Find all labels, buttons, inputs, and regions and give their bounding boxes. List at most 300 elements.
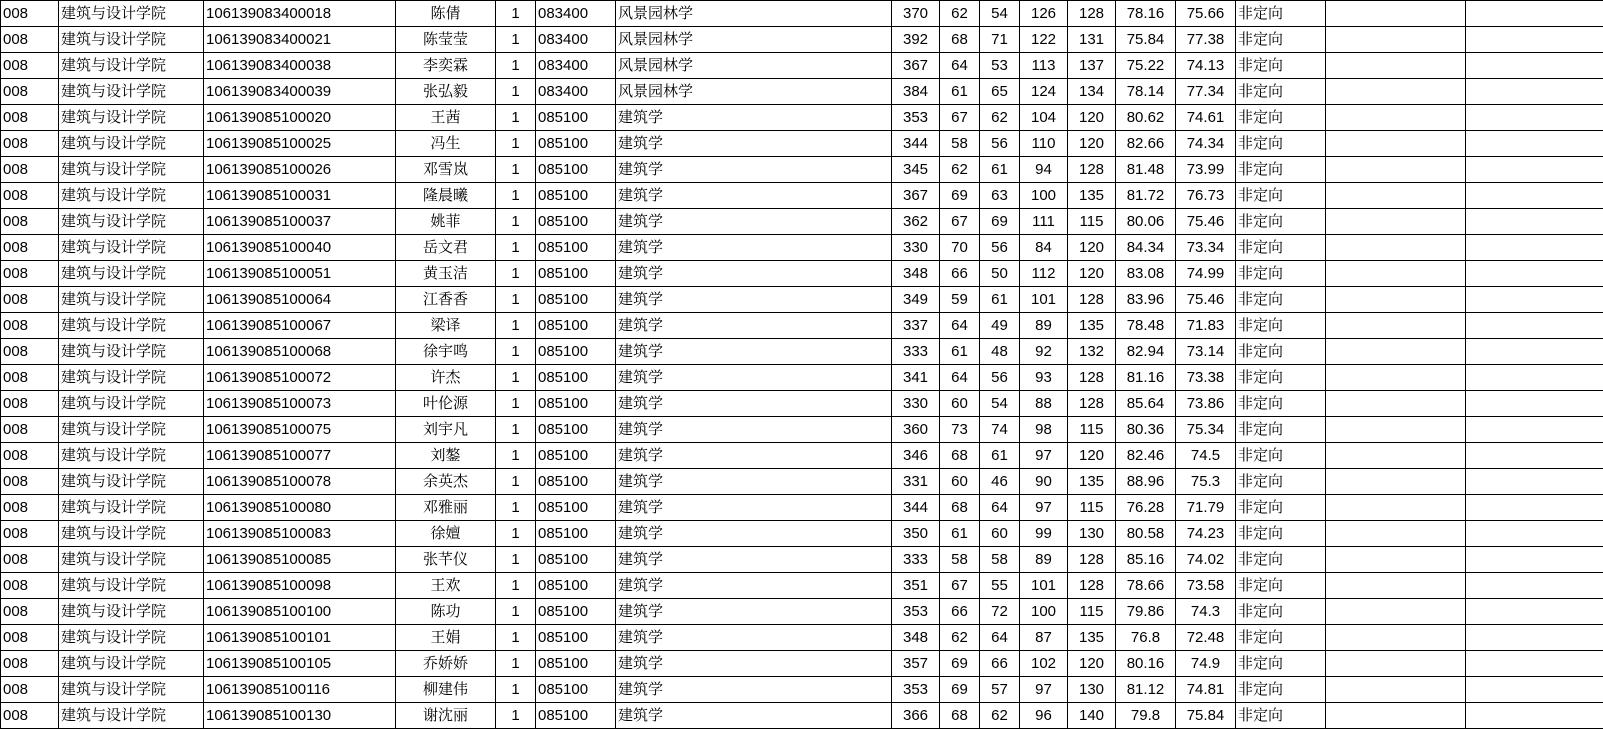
cell-major_name[interactable]: 建筑学 (616, 625, 892, 651)
cell-subject3[interactable]: 97 (1020, 677, 1068, 703)
cell-student_name[interactable]: 谢沈丽 (396, 703, 496, 729)
cell-study_type[interactable]: 非定向 (1236, 105, 1326, 131)
cell-college_name[interactable]: 建筑与设计学院 (59, 235, 204, 261)
cell-major_code[interactable]: 085100 (536, 365, 616, 391)
cell-study_type[interactable]: 非定向 (1236, 495, 1326, 521)
cell-subject2[interactable]: 58 (980, 547, 1020, 573)
cell-subject3[interactable]: 90 (1020, 469, 1068, 495)
cell-subject3[interactable]: 92 (1020, 339, 1068, 365)
table-row[interactable] (1, 1, 1603, 27)
cell-blank1[interactable] (1326, 365, 1466, 391)
cell-blank2[interactable] (1466, 495, 1603, 521)
cell-subject4[interactable]: 120 (1068, 443, 1116, 469)
cell-rank[interactable]: 1 (496, 469, 536, 495)
cell-study_type[interactable]: 非定向 (1236, 157, 1326, 183)
cell-total_score[interactable]: 337 (892, 313, 940, 339)
cell-rank[interactable]: 1 (496, 365, 536, 391)
cell-total_score[interactable]: 353 (892, 599, 940, 625)
cell-score_a[interactable]: 81.48 (1116, 157, 1176, 183)
cell-study_type[interactable]: 非定向 (1236, 625, 1326, 651)
cell-subject4[interactable]: 135 (1068, 625, 1116, 651)
cell-score_a[interactable]: 82.94 (1116, 339, 1176, 365)
cell-blank2[interactable] (1466, 469, 1603, 495)
cell-college_name[interactable]: 建筑与设计学院 (59, 53, 204, 79)
table-row[interactable] (1, 261, 1603, 287)
cell-exam_id[interactable]: 106139085100083 (204, 521, 396, 547)
cell-major_name[interactable]: 建筑学 (616, 157, 892, 183)
cell-student_name[interactable]: 陈功 (396, 599, 496, 625)
cell-college_code[interactable]: 008 (1, 27, 59, 53)
cell-subject4[interactable]: 128 (1068, 1, 1116, 27)
cell-subject4[interactable]: 120 (1068, 651, 1116, 677)
cell-study_type[interactable]: 非定向 (1236, 391, 1326, 417)
cell-rank[interactable]: 1 (496, 27, 536, 53)
cell-subject1[interactable]: 58 (940, 131, 980, 157)
cell-blank1[interactable] (1326, 313, 1466, 339)
cell-major_code[interactable]: 085100 (536, 313, 616, 339)
cell-blank1[interactable] (1326, 339, 1466, 365)
cell-total_score[interactable]: 330 (892, 391, 940, 417)
cell-subject4[interactable]: 120 (1068, 131, 1116, 157)
cell-college_name[interactable]: 建筑与设计学院 (59, 27, 204, 53)
cell-score_b[interactable]: 71.79 (1176, 495, 1236, 521)
cell-subject1[interactable]: 61 (940, 79, 980, 105)
cell-score_b[interactable]: 76.73 (1176, 183, 1236, 209)
cell-subject1[interactable]: 68 (940, 27, 980, 53)
cell-subject1[interactable]: 70 (940, 235, 980, 261)
cell-score_b[interactable]: 74.13 (1176, 53, 1236, 79)
cell-study_type[interactable]: 非定向 (1236, 131, 1326, 157)
cell-major_code[interactable]: 085100 (536, 209, 616, 235)
cell-college_code[interactable]: 008 (1, 183, 59, 209)
cell-major_name[interactable]: 建筑学 (616, 183, 892, 209)
cell-blank2[interactable] (1466, 339, 1603, 365)
cell-total_score[interactable]: 346 (892, 443, 940, 469)
cell-score_a[interactable]: 79.86 (1116, 599, 1176, 625)
cell-rank[interactable]: 1 (496, 287, 536, 313)
cell-subject3[interactable]: 97 (1020, 495, 1068, 521)
table-row[interactable] (1, 365, 1603, 391)
cell-student_name[interactable]: 张弘毅 (396, 79, 496, 105)
cell-rank[interactable]: 1 (496, 521, 536, 547)
cell-subject2[interactable]: 46 (980, 469, 1020, 495)
cell-college_code[interactable]: 008 (1, 651, 59, 677)
cell-subject2[interactable]: 50 (980, 261, 1020, 287)
cell-subject1[interactable]: 73 (940, 417, 980, 443)
cell-subject3[interactable]: 102 (1020, 651, 1068, 677)
cell-blank2[interactable] (1466, 157, 1603, 183)
cell-total_score[interactable]: 344 (892, 131, 940, 157)
cell-major_code[interactable]: 085100 (536, 417, 616, 443)
cell-college_code[interactable]: 008 (1, 625, 59, 651)
cell-rank[interactable]: 1 (496, 677, 536, 703)
cell-blank1[interactable] (1326, 547, 1466, 573)
cell-blank2[interactable] (1466, 261, 1603, 287)
cell-major_code[interactable]: 085100 (536, 105, 616, 131)
cell-blank2[interactable] (1466, 209, 1603, 235)
cell-exam_id[interactable]: 106139085100040 (204, 235, 396, 261)
cell-college_code[interactable]: 008 (1, 677, 59, 703)
cell-subject1[interactable]: 58 (940, 547, 980, 573)
cell-college_name[interactable]: 建筑与设计学院 (59, 131, 204, 157)
cell-study_type[interactable]: 非定向 (1236, 469, 1326, 495)
cell-exam_id[interactable]: 106139085100078 (204, 469, 396, 495)
cell-major_code[interactable]: 085100 (536, 495, 616, 521)
cell-subject3[interactable]: 93 (1020, 365, 1068, 391)
cell-college_name[interactable]: 建筑与设计学院 (59, 625, 204, 651)
cell-student_name[interactable]: 陈莹莹 (396, 27, 496, 53)
cell-subject4[interactable]: 131 (1068, 27, 1116, 53)
cell-college_code[interactable]: 008 (1, 105, 59, 131)
table-row[interactable] (1, 209, 1603, 235)
cell-blank2[interactable] (1466, 547, 1603, 573)
cell-blank2[interactable] (1466, 703, 1603, 729)
cell-subject3[interactable]: 104 (1020, 105, 1068, 131)
cell-major_code[interactable]: 085100 (536, 339, 616, 365)
cell-blank1[interactable] (1326, 79, 1466, 105)
cell-subject1[interactable]: 61 (940, 339, 980, 365)
cell-student_name[interactable]: 许杰 (396, 365, 496, 391)
cell-college_code[interactable]: 008 (1, 313, 59, 339)
cell-major_name[interactable]: 建筑学 (616, 495, 892, 521)
cell-exam_id[interactable]: 106139085100101 (204, 625, 396, 651)
cell-blank1[interactable] (1326, 27, 1466, 53)
cell-major_name[interactable]: 建筑学 (616, 391, 892, 417)
cell-major_name[interactable]: 建筑学 (616, 651, 892, 677)
table-row[interactable] (1, 625, 1603, 651)
cell-subject4[interactable]: 115 (1068, 417, 1116, 443)
cell-exam_id[interactable]: 106139085100026 (204, 157, 396, 183)
cell-major_code[interactable]: 085100 (536, 703, 616, 729)
cell-subject2[interactable]: 53 (980, 53, 1020, 79)
cell-college_code[interactable]: 008 (1, 391, 59, 417)
cell-student_name[interactable]: 姚菲 (396, 209, 496, 235)
cell-college_code[interactable]: 008 (1, 703, 59, 729)
cell-student_name[interactable]: 刘宇凡 (396, 417, 496, 443)
cell-major_code[interactable]: 085100 (536, 469, 616, 495)
cell-score_a[interactable]: 82.66 (1116, 131, 1176, 157)
cell-exam_id[interactable]: 106139085100025 (204, 131, 396, 157)
cell-college_code[interactable]: 008 (1, 209, 59, 235)
cell-exam_id[interactable]: 106139083400038 (204, 53, 396, 79)
cell-exam_id[interactable]: 106139083400018 (204, 1, 396, 27)
cell-rank[interactable]: 1 (496, 651, 536, 677)
table-row[interactable] (1, 235, 1603, 261)
cell-student_name[interactable]: 陈倩 (396, 1, 496, 27)
cell-major_code[interactable]: 083400 (536, 27, 616, 53)
cell-total_score[interactable]: 351 (892, 573, 940, 599)
cell-subject2[interactable]: 64 (980, 625, 1020, 651)
cell-rank[interactable]: 1 (496, 235, 536, 261)
cell-subject3[interactable]: 101 (1020, 573, 1068, 599)
cell-rank[interactable]: 1 (496, 625, 536, 651)
cell-subject1[interactable]: 61 (940, 521, 980, 547)
cell-study_type[interactable]: 非定向 (1236, 183, 1326, 209)
table-row[interactable] (1, 391, 1603, 417)
cell-college_code[interactable]: 008 (1, 547, 59, 573)
cell-major_code[interactable]: 085100 (536, 521, 616, 547)
table-row[interactable] (1, 469, 1603, 495)
cell-subject1[interactable]: 66 (940, 261, 980, 287)
cell-subject2[interactable]: 61 (980, 157, 1020, 183)
cell-rank[interactable]: 1 (496, 599, 536, 625)
cell-subject4[interactable]: 128 (1068, 573, 1116, 599)
cell-major_name[interactable]: 建筑学 (616, 105, 892, 131)
cell-blank1[interactable] (1326, 417, 1466, 443)
cell-major_name[interactable]: 建筑学 (616, 235, 892, 261)
cell-rank[interactable]: 1 (496, 131, 536, 157)
cell-study_type[interactable]: 非定向 (1236, 703, 1326, 729)
cell-exam_id[interactable]: 106139085100067 (204, 313, 396, 339)
cell-major_name[interactable]: 建筑学 (616, 573, 892, 599)
cell-subject1[interactable]: 64 (940, 365, 980, 391)
cell-total_score[interactable]: 360 (892, 417, 940, 443)
cell-blank1[interactable] (1326, 105, 1466, 131)
cell-study_type[interactable]: 非定向 (1236, 287, 1326, 313)
cell-major_code[interactable]: 085100 (536, 391, 616, 417)
cell-rank[interactable]: 1 (496, 261, 536, 287)
cell-score_b[interactable]: 73.99 (1176, 157, 1236, 183)
cell-score_a[interactable]: 85.16 (1116, 547, 1176, 573)
cell-score_b[interactable]: 75.3 (1176, 469, 1236, 495)
cell-college_code[interactable]: 008 (1, 157, 59, 183)
cell-subject2[interactable]: 49 (980, 313, 1020, 339)
cell-score_b[interactable]: 73.14 (1176, 339, 1236, 365)
cell-subject4[interactable]: 115 (1068, 209, 1116, 235)
cell-subject4[interactable]: 130 (1068, 521, 1116, 547)
cell-total_score[interactable]: 341 (892, 365, 940, 391)
cell-subject3[interactable]: 101 (1020, 287, 1068, 313)
cell-subject2[interactable]: 62 (980, 105, 1020, 131)
cell-major_code[interactable]: 085100 (536, 547, 616, 573)
cell-subject1[interactable]: 62 (940, 157, 980, 183)
cell-subject1[interactable]: 62 (940, 625, 980, 651)
cell-blank2[interactable] (1466, 183, 1603, 209)
cell-score_a[interactable]: 75.84 (1116, 27, 1176, 53)
cell-score_a[interactable]: 76.8 (1116, 625, 1176, 651)
cell-study_type[interactable]: 非定向 (1236, 521, 1326, 547)
cell-subject4[interactable]: 135 (1068, 469, 1116, 495)
cell-blank2[interactable] (1466, 365, 1603, 391)
cell-student_name[interactable]: 乔娇娇 (396, 651, 496, 677)
cell-exam_id[interactable]: 106139085100130 (204, 703, 396, 729)
cell-subject1[interactable]: 67 (940, 573, 980, 599)
cell-score_a[interactable]: 80.06 (1116, 209, 1176, 235)
cell-major_name[interactable]: 建筑学 (616, 547, 892, 573)
cell-score_a[interactable]: 80.36 (1116, 417, 1176, 443)
cell-blank1[interactable] (1326, 625, 1466, 651)
cell-blank2[interactable] (1466, 79, 1603, 105)
cell-rank[interactable]: 1 (496, 495, 536, 521)
cell-major_code[interactable]: 085100 (536, 287, 616, 313)
cell-exam_id[interactable]: 106139085100085 (204, 547, 396, 573)
cell-blank1[interactable] (1326, 209, 1466, 235)
cell-subject2[interactable]: 72 (980, 599, 1020, 625)
cell-blank2[interactable] (1466, 391, 1603, 417)
cell-subject1[interactable]: 60 (940, 391, 980, 417)
cell-blank2[interactable] (1466, 53, 1603, 79)
cell-college_name[interactable]: 建筑与设计学院 (59, 703, 204, 729)
table-row[interactable] (1, 183, 1603, 209)
cell-subject1[interactable]: 68 (940, 703, 980, 729)
table-row[interactable] (1, 157, 1603, 183)
cell-college_name[interactable]: 建筑与设计学院 (59, 365, 204, 391)
cell-college_code[interactable]: 008 (1, 339, 59, 365)
cell-major_code[interactable]: 083400 (536, 53, 616, 79)
cell-student_name[interactable]: 徐嬗 (396, 521, 496, 547)
cell-score_b[interactable]: 73.34 (1176, 235, 1236, 261)
cell-score_b[interactable]: 72.48 (1176, 625, 1236, 651)
cell-college_code[interactable]: 008 (1, 417, 59, 443)
table-row[interactable] (1, 417, 1603, 443)
cell-rank[interactable]: 1 (496, 391, 536, 417)
cell-score_a[interactable]: 78.66 (1116, 573, 1176, 599)
cell-exam_id[interactable]: 106139085100116 (204, 677, 396, 703)
cell-subject4[interactable]: 128 (1068, 391, 1116, 417)
cell-subject2[interactable]: 56 (980, 365, 1020, 391)
cell-subject3[interactable]: 89 (1020, 313, 1068, 339)
cell-study_type[interactable]: 非定向 (1236, 651, 1326, 677)
cell-major_name[interactable]: 建筑学 (616, 521, 892, 547)
cell-subject2[interactable]: 66 (980, 651, 1020, 677)
cell-major_name[interactable]: 建筑学 (616, 703, 892, 729)
cell-score_a[interactable]: 84.34 (1116, 235, 1176, 261)
cell-exam_id[interactable]: 106139085100072 (204, 365, 396, 391)
cell-college_name[interactable]: 建筑与设计学院 (59, 651, 204, 677)
cell-major_name[interactable]: 建筑学 (616, 261, 892, 287)
cell-study_type[interactable]: 非定向 (1236, 599, 1326, 625)
cell-score_a[interactable]: 78.14 (1116, 79, 1176, 105)
cell-subject4[interactable]: 137 (1068, 53, 1116, 79)
cell-student_name[interactable]: 王茜 (396, 105, 496, 131)
cell-rank[interactable]: 1 (496, 417, 536, 443)
cell-major_code[interactable]: 085100 (536, 625, 616, 651)
cell-score_b[interactable]: 74.99 (1176, 261, 1236, 287)
cell-blank1[interactable] (1326, 677, 1466, 703)
cell-study_type[interactable]: 非定向 (1236, 261, 1326, 287)
cell-exam_id[interactable]: 106139085100020 (204, 105, 396, 131)
cell-college_name[interactable]: 建筑与设计学院 (59, 183, 204, 209)
cell-major_code[interactable]: 085100 (536, 235, 616, 261)
cell-student_name[interactable]: 柳建伟 (396, 677, 496, 703)
cell-major_code[interactable]: 085100 (536, 443, 616, 469)
cell-college_name[interactable]: 建筑与设计学院 (59, 677, 204, 703)
cell-major_name[interactable]: 建筑学 (616, 417, 892, 443)
cell-major_name[interactable]: 建筑学 (616, 339, 892, 365)
cell-exam_id[interactable]: 106139085100105 (204, 651, 396, 677)
cell-score_a[interactable]: 80.58 (1116, 521, 1176, 547)
cell-student_name[interactable]: 邓雅丽 (396, 495, 496, 521)
cell-rank[interactable]: 1 (496, 339, 536, 365)
cell-college_code[interactable]: 008 (1, 573, 59, 599)
cell-rank[interactable]: 1 (496, 183, 536, 209)
cell-score_b[interactable]: 74.34 (1176, 131, 1236, 157)
table-row[interactable] (1, 131, 1603, 157)
cell-subject1[interactable]: 67 (940, 105, 980, 131)
cell-blank1[interactable] (1326, 443, 1466, 469)
table-row[interactable] (1, 599, 1603, 625)
cell-college_code[interactable]: 008 (1, 53, 59, 79)
cell-college_name[interactable]: 建筑与设计学院 (59, 417, 204, 443)
cell-major_name[interactable]: 建筑学 (616, 677, 892, 703)
cell-student_name[interactable]: 余英杰 (396, 469, 496, 495)
cell-subject4[interactable]: 120 (1068, 261, 1116, 287)
cell-subject3[interactable]: 111 (1020, 209, 1068, 235)
cell-score_b[interactable]: 75.84 (1176, 703, 1236, 729)
cell-blank2[interactable] (1466, 417, 1603, 443)
cell-blank2[interactable] (1466, 1, 1603, 27)
cell-total_score[interactable]: 333 (892, 547, 940, 573)
cell-subject2[interactable]: 55 (980, 573, 1020, 599)
cell-rank[interactable]: 1 (496, 53, 536, 79)
cell-score_b[interactable]: 75.46 (1176, 287, 1236, 313)
cell-exam_id[interactable]: 106139085100100 (204, 599, 396, 625)
cell-score_a[interactable]: 83.96 (1116, 287, 1176, 313)
cell-rank[interactable]: 1 (496, 573, 536, 599)
cell-subject3[interactable]: 100 (1020, 183, 1068, 209)
cell-major_name[interactable]: 风景园林学 (616, 27, 892, 53)
cell-blank1[interactable] (1326, 183, 1466, 209)
cell-subject2[interactable]: 56 (980, 235, 1020, 261)
cell-subject4[interactable]: 134 (1068, 79, 1116, 105)
cell-subject4[interactable]: 135 (1068, 183, 1116, 209)
cell-study_type[interactable]: 非定向 (1236, 677, 1326, 703)
cell-subject4[interactable]: 140 (1068, 703, 1116, 729)
cell-total_score[interactable]: 392 (892, 27, 940, 53)
table-row[interactable] (1, 79, 1603, 105)
cell-rank[interactable]: 1 (496, 703, 536, 729)
cell-total_score[interactable]: 366 (892, 703, 940, 729)
cell-blank2[interactable] (1466, 131, 1603, 157)
cell-student_name[interactable]: 张芊仪 (396, 547, 496, 573)
cell-blank1[interactable] (1326, 573, 1466, 599)
cell-major_name[interactable]: 风景园林学 (616, 1, 892, 27)
cell-subject3[interactable]: 122 (1020, 27, 1068, 53)
cell-rank[interactable]: 1 (496, 547, 536, 573)
cell-score_a[interactable]: 80.62 (1116, 105, 1176, 131)
cell-subject2[interactable]: 54 (980, 1, 1020, 27)
table-row[interactable] (1, 443, 1603, 469)
cell-subject1[interactable]: 69 (940, 651, 980, 677)
table-row[interactable] (1, 547, 1603, 573)
cell-college_name[interactable]: 建筑与设计学院 (59, 313, 204, 339)
cell-exam_id[interactable]: 106139085100068 (204, 339, 396, 365)
cell-major_code[interactable]: 085100 (536, 261, 616, 287)
cell-score_b[interactable]: 74.61 (1176, 105, 1236, 131)
cell-rank[interactable]: 1 (496, 313, 536, 339)
cell-college_name[interactable]: 建筑与设计学院 (59, 599, 204, 625)
cell-major_code[interactable]: 085100 (536, 599, 616, 625)
cell-subject1[interactable]: 68 (940, 443, 980, 469)
cell-score_b[interactable]: 77.34 (1176, 79, 1236, 105)
cell-subject1[interactable]: 62 (940, 1, 980, 27)
cell-major_code[interactable]: 085100 (536, 677, 616, 703)
cell-exam_id[interactable]: 106139085100073 (204, 391, 396, 417)
cell-exam_id[interactable]: 106139085100037 (204, 209, 396, 235)
cell-subject3[interactable]: 89 (1020, 547, 1068, 573)
cell-total_score[interactable]: 348 (892, 261, 940, 287)
cell-blank1[interactable] (1326, 157, 1466, 183)
cell-subject1[interactable]: 64 (940, 313, 980, 339)
cell-score_a[interactable]: 78.16 (1116, 1, 1176, 27)
cell-exam_id[interactable]: 106139085100075 (204, 417, 396, 443)
cell-subject2[interactable]: 54 (980, 391, 1020, 417)
cell-subject3[interactable]: 96 (1020, 703, 1068, 729)
cell-subject2[interactable]: 69 (980, 209, 1020, 235)
cell-total_score[interactable]: 370 (892, 1, 940, 27)
cell-study_type[interactable]: 非定向 (1236, 547, 1326, 573)
cell-student_name[interactable]: 梁译 (396, 313, 496, 339)
